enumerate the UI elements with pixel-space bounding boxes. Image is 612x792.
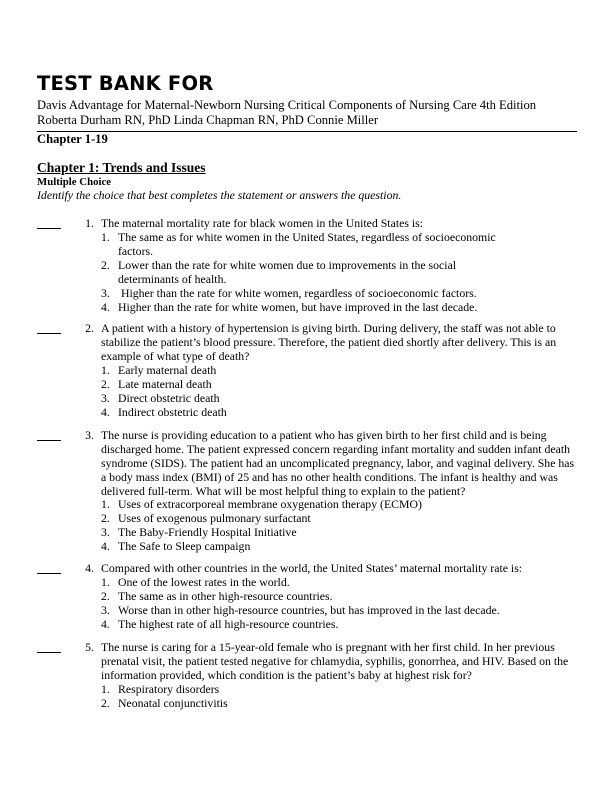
question-stem: The nurse is providing education to a patient who has given birth to her first child and is being discharged home. The patient expressed concern regarding infant mortality and sudden infant death syndrome (SIDS). The patient had an uncomplicated pregnancy, labor, and vaginal delivery. She has a body mass index (BMI) of 25 and has no other health conditions. The infant is healthy and was delivered full-term. What will be most helpful thing to explain to the patient? xyxy=(101,428,575,498)
option-text: The highest rate of all high-resource countries. xyxy=(118,617,339,631)
option-text: The same as for white women in the United States, regardless of socioeconomic xyxy=(118,230,496,244)
book-title-line: Davis Advantage for Maternal-Newborn Nursing Critical Components of Nursing Care 4th Edition xyxy=(37,98,537,112)
chapter-heading: Chapter 1: Trends and Issues xyxy=(37,160,206,175)
option-text: The same as in other high-resource countries. xyxy=(118,589,333,603)
chapter-range: Chapter 1-19 xyxy=(37,132,108,146)
answer-option xyxy=(101,363,216,377)
option-number: 3. xyxy=(101,391,110,405)
option-text: Uses of extracorporeal membrane oxygenation therapy (ECMO) xyxy=(118,497,422,511)
answer-blank[interactable] xyxy=(37,333,61,334)
answer-option xyxy=(101,525,297,539)
option-text: One of the lowest rates in the world. xyxy=(118,575,290,589)
option-number: 1. xyxy=(101,575,110,589)
option-text: Neonatal conjunctivitis xyxy=(118,696,228,710)
question-number: 1. xyxy=(85,216,94,230)
document-title: TEST BANK FOR xyxy=(37,72,214,95)
option-text: Respiratory disorders xyxy=(118,682,220,696)
question-stem: A patient with a history of hypertension is giving birth. During delivery, the staff was not able to stabilize the patient’s blood pressure. Therefore, the patient died shortly after delivery. This is an example of what type of death? xyxy=(101,321,557,363)
question-number: 5. xyxy=(85,640,94,654)
answer-option xyxy=(101,696,228,710)
option-number: 1. xyxy=(101,230,110,244)
option-text: Indirect obstetric death xyxy=(118,405,227,419)
option-number: 2. xyxy=(101,258,110,272)
answer-blank[interactable] xyxy=(37,573,61,574)
answer-option xyxy=(101,603,500,617)
question-stem: Compared with other countries in the world, the United States’ maternal mortality rate is: xyxy=(101,561,523,575)
option-number: 1. xyxy=(101,497,110,511)
option-text: Early maternal death xyxy=(118,363,217,377)
answer-option xyxy=(101,575,290,589)
option-number: 4. xyxy=(101,617,110,631)
option-number: 2. xyxy=(101,511,110,525)
answer-option xyxy=(101,286,477,300)
option-number: 2. xyxy=(101,377,110,391)
option-number: 3. xyxy=(101,286,110,300)
question-stem: The nurse is caring for a 15-year-old female who is pregnant with her first child. In her previous prenatal visit, the patient tested negative for chlamydia, syphilis, gonorrhea, and HIV. Based on the information provided, which condition is the patient’s baby at highest risk for? xyxy=(101,640,569,682)
answer-option xyxy=(101,230,496,258)
authors-line: Roberta Durham RN, PhD Linda Chapman RN, PhD Connie Miller xyxy=(37,113,379,127)
answer-option xyxy=(101,539,250,553)
header-divider xyxy=(37,131,577,132)
answer-option xyxy=(101,258,456,286)
answer-option xyxy=(101,589,333,603)
book-citation xyxy=(37,98,597,128)
answer-blank[interactable] xyxy=(37,440,61,441)
option-number: 2. xyxy=(101,589,110,603)
answer-blank[interactable] xyxy=(37,228,61,229)
answer-option xyxy=(101,300,477,314)
option-number: 4. xyxy=(101,405,110,419)
question-stem: The maternal mortality rate for black women in the United States is: xyxy=(101,216,424,230)
option-text: Worse than in other high-resource countries, but has improved in the last decade. xyxy=(118,603,500,617)
option-text-continued: factors. xyxy=(118,244,154,258)
question-type-label: Multiple Choice xyxy=(37,176,112,188)
answer-option xyxy=(101,391,220,405)
option-text: The Baby-Friendly Hospital Initiative xyxy=(118,525,297,539)
option-number: 4. xyxy=(101,539,110,553)
option-number: 3. xyxy=(101,525,110,539)
answer-blank[interactable] xyxy=(37,652,61,653)
answer-option xyxy=(101,682,219,696)
option-text: Direct obstetric death xyxy=(118,391,220,405)
option-text: Higher than the rate for white women, but have improved in the last decade. xyxy=(118,300,478,314)
question-number: 4. xyxy=(85,561,94,575)
answer-option xyxy=(101,497,422,511)
answer-option xyxy=(101,405,227,419)
option-text: Late maternal death xyxy=(118,377,212,391)
option-text: Lower than the rate for white women due to improvements in the social xyxy=(118,258,457,272)
question-number: 2. xyxy=(85,321,94,335)
option-number: 1. xyxy=(101,363,110,377)
option-text: Higher than the rate for white women, regardless of socioeconomic factors. xyxy=(118,286,477,300)
answer-option xyxy=(101,617,338,631)
option-number: 1. xyxy=(101,682,110,696)
option-text: The Safe to Sleep campaign xyxy=(118,539,251,553)
option-text-continued: determinants of health. xyxy=(118,272,227,286)
option-number: 3. xyxy=(101,603,110,617)
option-number: 2. xyxy=(101,696,110,710)
answer-option xyxy=(101,377,212,391)
answer-option xyxy=(101,511,311,525)
option-text: Uses of exogenous pulmonary surfactant xyxy=(118,511,311,525)
instructions: Identify the choice that best completes the statement or answers the question. xyxy=(37,188,402,202)
question-number: 3. xyxy=(85,428,94,442)
option-number: 4. xyxy=(101,300,110,314)
